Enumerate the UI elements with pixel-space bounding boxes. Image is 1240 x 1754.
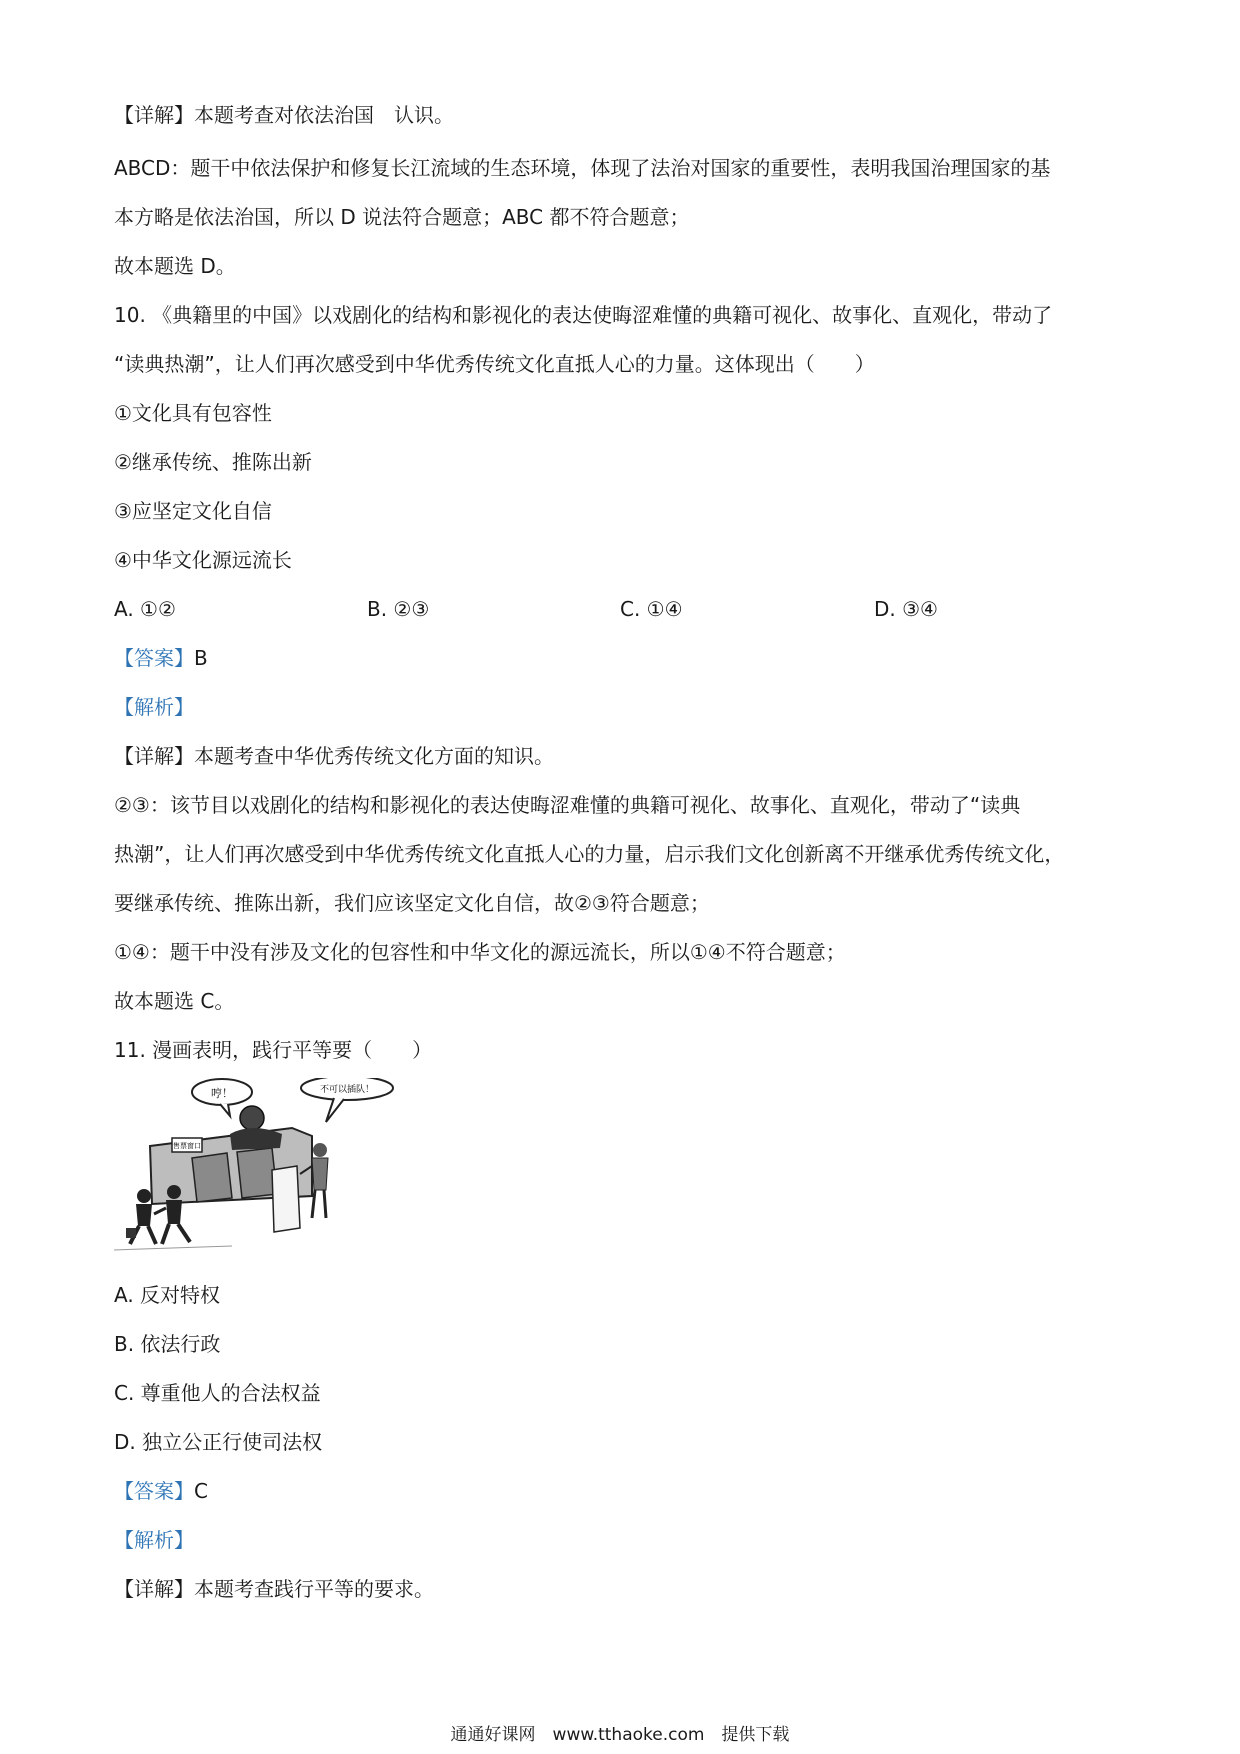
- option-c: C. 尊重他人的合法权益: [114, 1381, 321, 1405]
- detail-line: 【详解】本题考查践行平等的要求。: [114, 1577, 434, 1601]
- cartoon-image: [112, 1078, 402, 1258]
- option-b: B. 依法行政: [114, 1332, 221, 1356]
- answer-line: 【答案】B: [114, 646, 208, 670]
- text-line: 故本题选 D。: [114, 254, 236, 278]
- detail-line: 【详解】本题考查对依法治国 认识。: [114, 103, 454, 127]
- text-line: 本方略是依法治国，所以 D 说法符合题意；ABC 都不符合题意；: [114, 205, 690, 229]
- option-d: D. ③④: [874, 597, 938, 621]
- statement-3: ③应坚定文化自信: [114, 499, 272, 523]
- option-b: B. ②③: [367, 597, 430, 621]
- option-d: D. 独立公正行使司法权: [114, 1430, 323, 1454]
- option-a: A. ①②: [114, 597, 176, 621]
- statement-4: ④中华文化源远流长: [114, 548, 292, 572]
- detail-text: 要继承传统、推陈出新，我们应该坚定文化自信，故②③符合题意；: [114, 891, 710, 915]
- bubble-left-text: 哼！: [211, 1087, 233, 1100]
- statement-2: ②继承传统、推陈出新: [114, 450, 312, 474]
- text-line: ABCD：题干中依法保护和修复长江流域的生态环境，体现了法治对国家的重要性，表明我国治理国家的基: [114, 156, 1051, 180]
- analysis-label: 【解析】: [114, 1528, 194, 1552]
- bubble-right-text: 不可以插队！: [319, 1085, 375, 1095]
- detail-text: ②③：该节目以戏剧化的结构和影视化的表达使晦涩难懂的典籍可视化、故事化、直观化，带动了“读典: [114, 793, 1021, 817]
- answer-line: 【答案】C: [114, 1479, 208, 1503]
- detail-text: 故本题选 C。: [114, 989, 235, 1013]
- detail-text: ①④：题干中没有涉及文化的包容性和中华文化的源远流长，所以①④不符合题意；: [114, 940, 846, 964]
- statement-1: ①文化具有包容性: [114, 401, 272, 425]
- question-stem: “读典热潮”，让人们再次感受到中华优秀传统文化直抵人心的力量。这体现出（ ）: [114, 352, 875, 376]
- option-c: C. ①④: [620, 597, 683, 621]
- option-a: A. 反对特权: [114, 1283, 221, 1307]
- analysis-label: 【解析】: [114, 695, 194, 719]
- detail-text: 热潮”，让人们再次感受到中华优秀传统文化直抵人心的力量，启示我们文化创新离不开继承优秀传统文化，: [114, 842, 1065, 866]
- detail-line: 【详解】本题考查中华优秀传统文化方面的知识。: [114, 744, 554, 768]
- q10-options: [114, 594, 1014, 624]
- question-stem: 11. 漫画表明，践行平等要（ ）: [114, 1038, 433, 1062]
- question-stem: 10. 《典籍里的中国》以戏剧化的结构和影视化的表达使晦涩难懂的典籍可视化、故事化、直观化，带动了: [114, 303, 1053, 327]
- sign-text: 售票窗口: [173, 1142, 201, 1150]
- page-footer: 通通好课网 www.tthaoke.com 提供下载: [450, 1725, 790, 1745]
